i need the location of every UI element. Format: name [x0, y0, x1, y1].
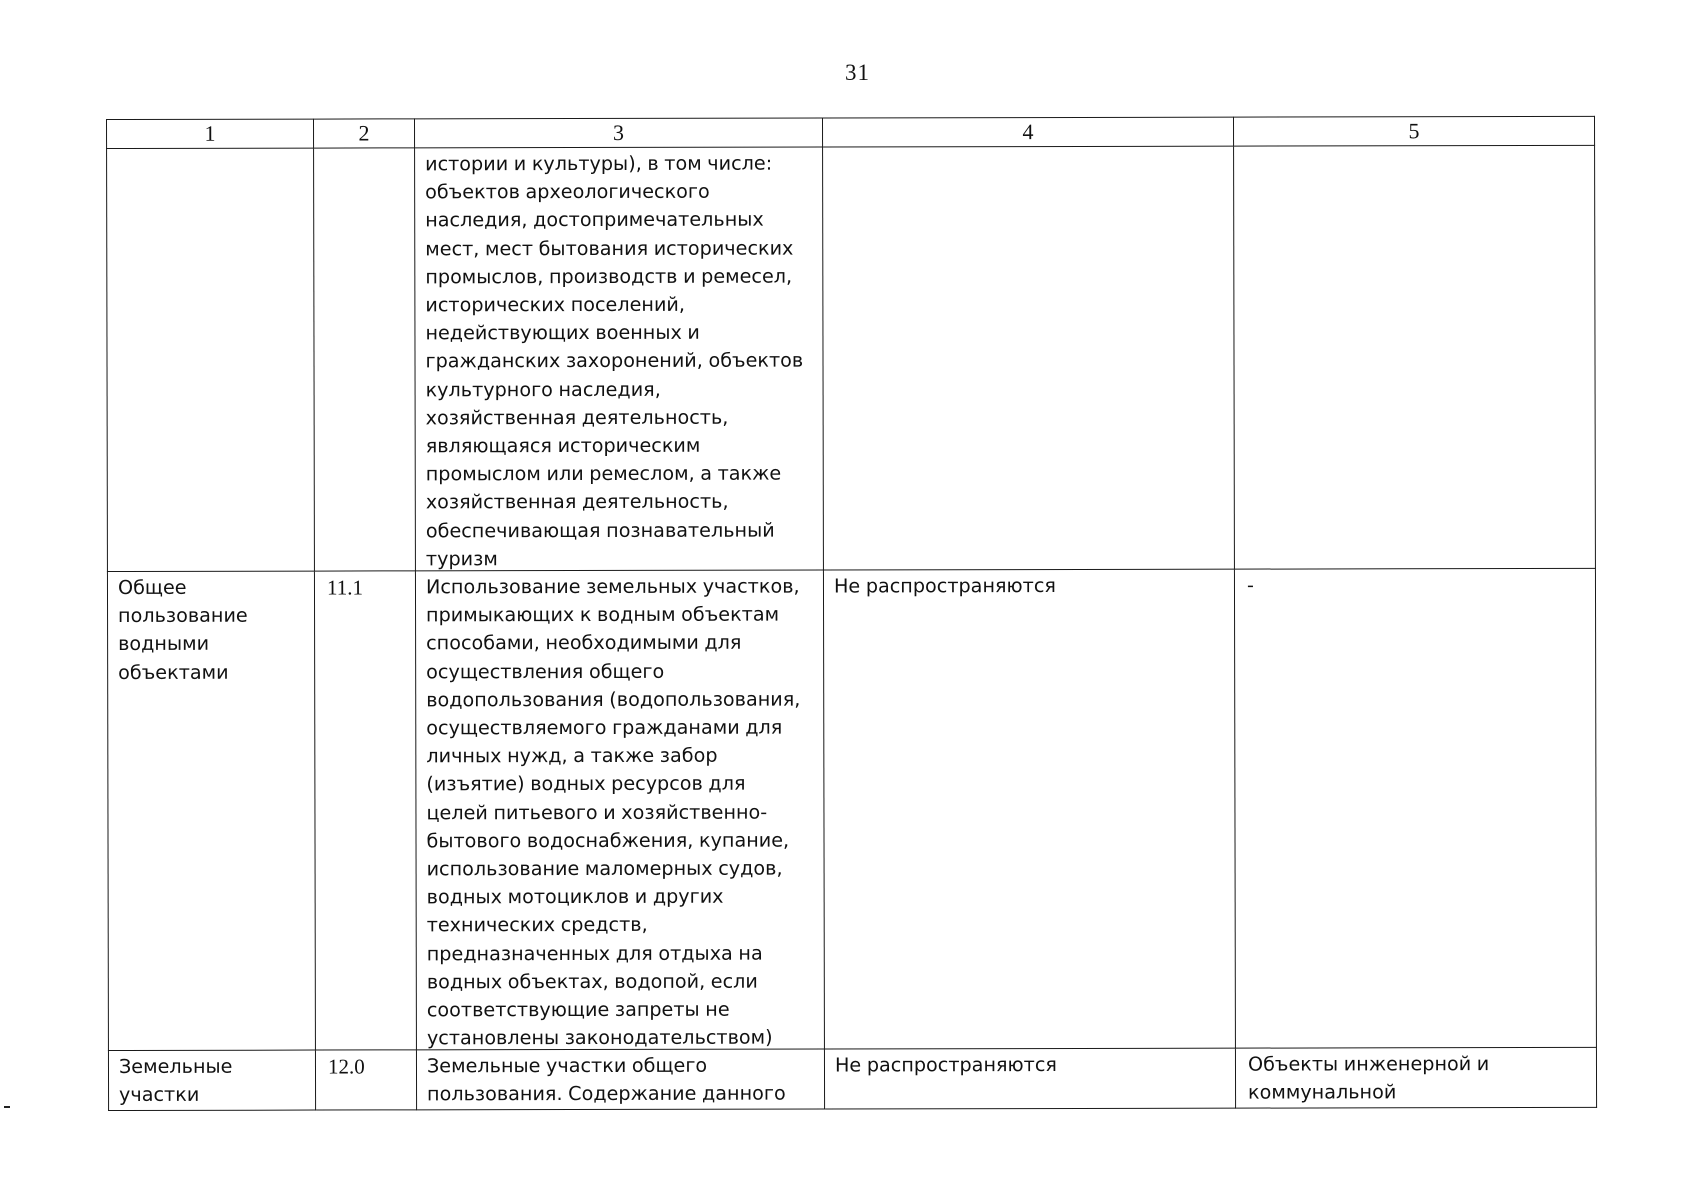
cell-use-code: [315, 1050, 416, 1110]
column-5-text: -: [1246, 573, 1254, 597]
column-header-3: 3: [415, 118, 823, 148]
use-name-text: Земельные участки: [118, 1054, 233, 1107]
cell-description: [415, 147, 824, 571]
description-text: Земельные участки общего пользования. Содержание данного: [426, 1053, 786, 1106]
column-5-text: Объекты инженерной и коммунальной: [1247, 1052, 1490, 1104]
cell-use-code: [314, 571, 416, 1050]
column-4-text: Не распространяются: [833, 574, 1056, 598]
column-header-5: 5: [1233, 116, 1594, 146]
cell-column-4: [823, 146, 1235, 570]
land-use-table: [106, 116, 1597, 1111]
table-row: [107, 568, 1596, 1050]
margin-mark: [4, 1106, 10, 1108]
column-header-2: 2: [314, 119, 415, 148]
table-row: [108, 1047, 1596, 1110]
use-code-text: 12.0: [327, 1054, 365, 1079]
use-code-text: 11.1: [326, 575, 363, 600]
column-5-text: [1234, 146, 1594, 149]
cell-use-name: [107, 571, 315, 1050]
description-text: Использование земельных участков, примыкающих к водным объектам способами, необходимыми для осуществления общего водопользования (водопользования, осуществляемого гражданами для личных нужд, а также забор (изъятие) водных ресурсов для целей питьевого и хозяйственно- бытового водоснабжения, купание, использование маломерных судов, водных мотоциклов и других технических средств, предназначенных для отдыха на водных объектах, водопой, если соответствующие запреты не установлены законодательством): [425, 574, 801, 1050]
description-text: истории и культуры), в том числе: объектов археологического наследия, достопримечательных мест, мест бытования исторических промыслов, производств и ремесел, исторических поселений, недействующих военных и гражданских захоронений, объектов культурного наследия, хозяйственная деятельность, являющаяся историческим промыслом или ремеслом, а также хозяйственная деятельность, обеспечивающая познавательный туризм: [425, 151, 804, 571]
use-name-text: [107, 149, 313, 151]
cell-column-5: [1234, 568, 1596, 1048]
use-code-text: [314, 148, 414, 150]
use-name-text: Общее пользование водными объектами: [117, 575, 248, 684]
column-4-text: [823, 147, 1233, 150]
page-number: 31: [845, 60, 870, 85]
cell-column-5: [1235, 1047, 1596, 1108]
cell-description: [416, 1049, 824, 1110]
cell-use-code: [314, 148, 416, 571]
cell-use-name: [108, 1050, 315, 1110]
cell-description: [415, 570, 824, 1050]
cell-column-4: [823, 569, 1235, 1049]
table-header-row: [107, 116, 1595, 148]
table-row: [107, 145, 1596, 571]
column-header-1: 1: [107, 119, 314, 148]
column-4-text: Не распространяются: [834, 1053, 1057, 1077]
cell-column-5: [1234, 145, 1596, 569]
cell-use-name: [107, 148, 315, 571]
column-header-4: 4: [822, 117, 1233, 147]
cell-column-4: [824, 1048, 1235, 1109]
